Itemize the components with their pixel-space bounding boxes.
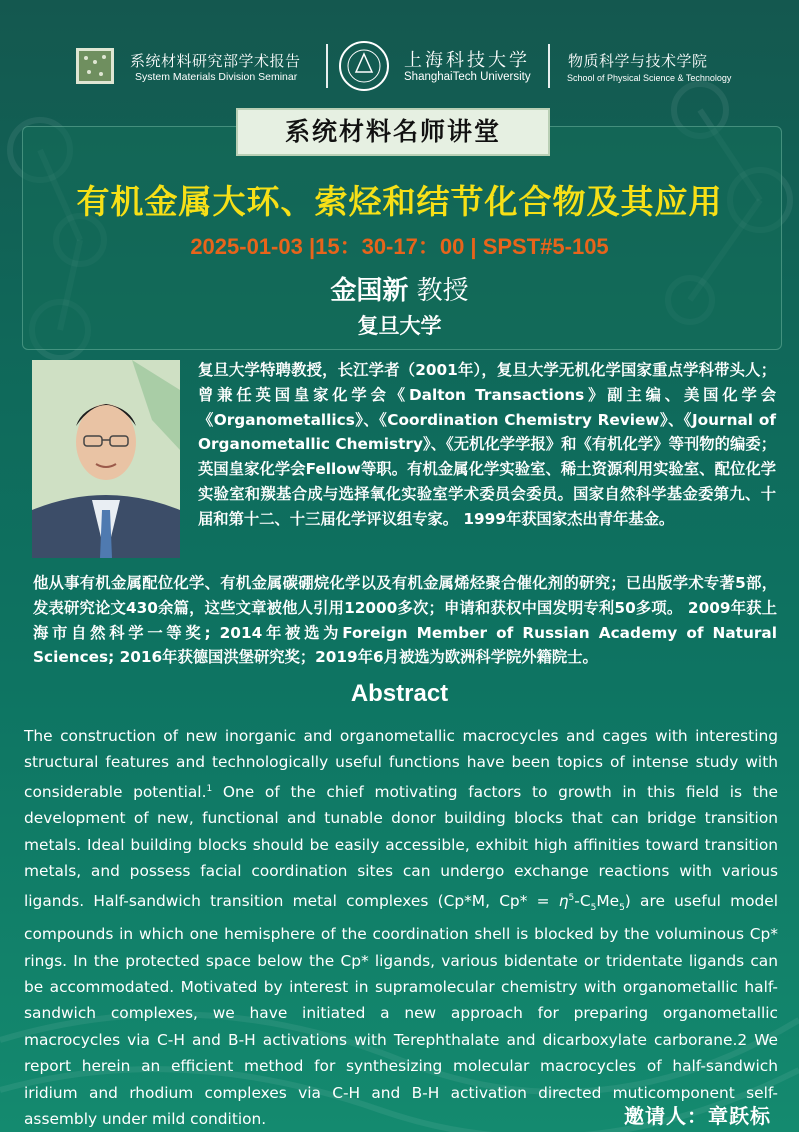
- talk-title: 有机金属大环、索烃和结节化合物及其应用: [76, 182, 723, 221]
- speaker-name: 金国新: [330, 276, 409, 306]
- division-subtitle: System Materials Division Seminar: [135, 71, 298, 83]
- abstract-text: ) are useful model compounds in which one hemisphere of the coordination shell is blocked by the voluminous Cp* rings. In the protected space below the Cp* ligands, various bidentate or tridentate ligands can be accommodated. Motivated by interest in supramolecular chemistry with organometallic half-sandwich complexes, we have initiated a new approach for preparing organometallic macrocycles via C-H and B-H activations with Terephthalate and dicarboxylate carborane.2 We report herein an efficient method for synthesizing molecular macrocycles of half-sandwich iridium and rhodium complexes via C-H and B-H activation directed muticomponent self-assembly under mild condition.: [24, 891, 778, 1129]
- talk-datetime: 2025-01-03 |15：30-17：00 | SPST#5-105: [190, 234, 609, 259]
- speaker-photo: [32, 360, 180, 558]
- hapticity-superscript: 5: [568, 892, 575, 903]
- university-title: 上海科技大学: [404, 50, 530, 71]
- inviter-line: 邀请人：章跃标: [624, 1104, 771, 1128]
- division-logo-icon: [76, 48, 114, 84]
- formula-text: Me: [596, 891, 620, 910]
- speaker-line: [0, 270, 799, 307]
- university-seal-icon: [338, 40, 390, 92]
- header-divider: [326, 44, 328, 88]
- reference-marker: 1: [206, 783, 213, 794]
- speaker-affiliation: 复旦大学: [357, 314, 442, 338]
- division-title: 系统材料研究部学术报告: [130, 52, 301, 70]
- formula-subscript: 5: [619, 902, 625, 913]
- school-title: 物质科学与技术学院: [568, 52, 708, 70]
- speaker-position: 教授: [416, 276, 469, 306]
- formula-subscript: 5: [590, 902, 597, 913]
- abstract-heading: Abstract: [350, 680, 449, 707]
- school-subtitle: School of Physical Science & Technology: [567, 73, 732, 83]
- abstract-text: One of the chief motivating factors to growth in this field is the development of new, functional and tunable donor building blocks that can bridge transition metals. Ideal building blocks should be easily accessible, exhibit high affinities toward transition metals, and possess facial coordination sites can undergo exchange reactions with various ligands. Half-sandwich transition metal complexes (Cp*M, Cp* =: [24, 782, 778, 910]
- series-banner: 系统材料名师讲堂: [236, 108, 550, 156]
- speaker-bio-research: 他从事有机金属配位化学、有机金属碳硼烷化学以及有机金属烯烃聚合催化剂的研究；已出版学术专著5部，发表研究论文430余篇，这些文章被他人引用12000多次；申请和获权中国发明专利50多项。 2009年获上海市自然科学一等奖; 2014年被选为Foreign Member of Russian Academy of Natural Sciences; 2016年获德国洪堡研究奖；2019年6月被选为欧洲科学院外籍院士。: [33, 574, 777, 667]
- abstract-text: The construction of new inorganic and organometallic macrocycles and cages with interesting structural features and technologically useful functions have been topics of intense study with considerable potential.: [24, 727, 778, 801]
- university-subtitle: ShanghaiTech University: [404, 71, 531, 83]
- header-bar: [0, 38, 799, 94]
- formula-text: -C: [574, 891, 591, 910]
- speaker-bio-intro: 复旦大学特聘教授，长江学者（2001年），复旦大学无机化学国家重点学科带头人；曾兼任英国皇家化学会《Dalton Transactions》副主编、美国化学会《Organometallics》、《Coordination Chemistry Review》、《Journal of Organometallic Chemistry》、《无机化学学报》和《有机化学》等刊物的编委；英国皇家化学会Fellow等职。有机金属化学实验室、稀土资源利用实验室、配位化学实验室和羰基合成与选择氧化实验室学术委员会委员。国家自然科学基金委第九、十届和第十二、十三届化学评议组专家。 1999年获国家杰出青年基金。: [198, 361, 776, 528]
- abstract-body: [24, 723, 778, 1132]
- eta-symbol: η: [558, 891, 569, 910]
- header-divider: [548, 44, 550, 88]
